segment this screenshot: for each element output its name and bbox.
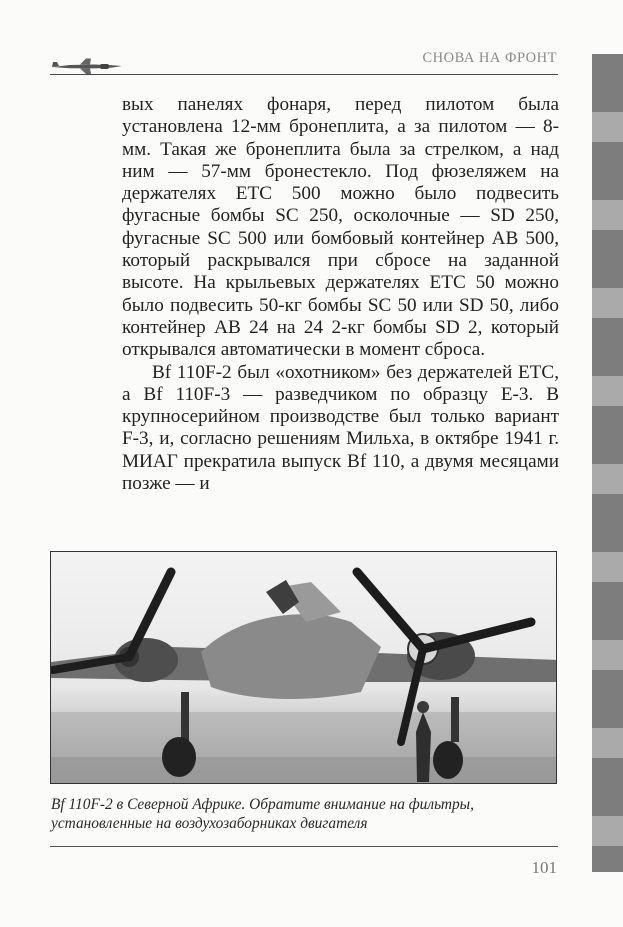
aircraft-silhouette-icon	[50, 56, 126, 76]
running-header-title: СНОВА НА ФРОНТ	[422, 50, 557, 66]
body-text	[122, 94, 559, 495]
paragraph: вых панелях фонаря, перед пилотом была установлена 12-мм бронеплита, а за пилотом — 8-мм. Такая же бронеплита была за стрелком, а над ним — 57-мм бронестекло. Под фюзеляжем на держателях ETC 500 можно было подвесить фугасные бомбы SC 250, осколочные — SD 250, фугасные SC 500 или бомбовый контейнер AB 500, который раскрывался при сбросе на заданной высоте. На крыльевых держателях ETC 50 можно было подвесить 50-кг бомбы SC 50 или SD 50, либо контейнер AB 24 на 24 2-кг бомбы SD 2, который открывался автоматически в момент сброса.	[122, 94, 559, 361]
paragraph: Bf 110F-2 был «охотником» без держателей ETC, а Bf 110F-3 — разведчиком по образцу E-3. В крупносерийном производстве был только вариант F-3, и, согласно решениям Мильха, в октябре 1941 г. МИАГ прекратила выпуск Bf 110, а двумя месяцами позже — и	[122, 361, 559, 495]
page-edge-tab	[592, 54, 623, 872]
header-divider	[50, 74, 558, 75]
footer-divider	[50, 846, 558, 847]
aircraft-illustration	[51, 552, 557, 784]
page-number: 101	[531, 858, 557, 877]
figure-caption: Bf 110F-2 в Северной Африке. Обратите внимание на фильтры, установленные на воздухозаборниках двигателя	[51, 796, 474, 832]
aircraft-photo	[50, 551, 557, 784]
